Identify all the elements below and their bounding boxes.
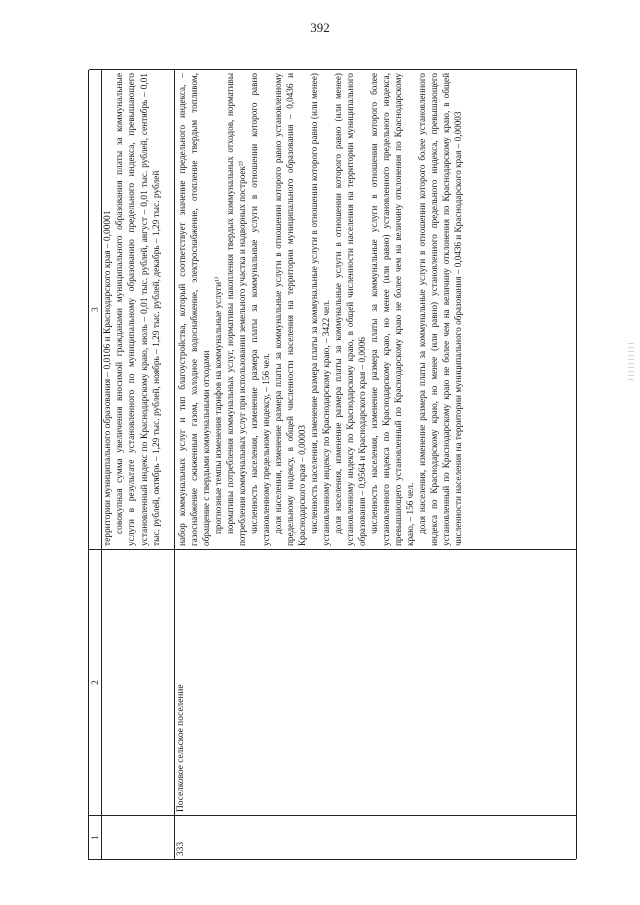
cell-name: [102, 549, 174, 815]
cell-description: [174, 69, 577, 549]
paragraph: совокупная сумма увеличения вносимой гражданами муниципального образования платы за коммунальные услуги в результате установленного по муниципальному образованию предельного индекса, превышающего установленный индекс по Краснодарскому краю, июль – 0,01 тыс. рублей, август – 0,01 тыс. рублей, сентябрь – 0,01 тыс. рублей, октябрь – 1,29 тыс. рублей, ноябрь – 1,29 тыс. рублей, декабрь – 1,29 тыс. рублей: [115, 73, 162, 546]
paragraph: доля населения, изменение размера платы за коммунальные услуги в отношении которого равно (или менее) установленному индексу по Краснодарскому краю, в общей численности населения на территории муниципального образования – 0,9564 и Краснодарского края – 0,0006: [333, 73, 367, 546]
paragraph: нормативы потребления коммунальных услуг, нормативы накопления твердых коммунальных отходов, нормативы потребления коммунальных услуг при использовании земельного участка и надворных построек²⁾: [225, 73, 247, 546]
cell-description: [102, 69, 174, 549]
paragraph: численность населения, изменение размера платы за коммунальные услуги в отношении которого более установленного индекса по Краснодарскому краю, но менее (или равно) установленного предельного индекса, превышающего установленный по Краснодарскому краю не более чем на величину отклонения по Краснодарскому краю, – 156 чел.: [369, 73, 415, 546]
paragraph: доля населения, изменение размера платы за коммунальные услуги в отношении которого более установленного индекса по Краснодарскому краю, но менее (или равно) установленного предельного индекса, превышающего установленный по Краснодарскому краю не более чем на величину отклонения по Краснодарскому краю, в общей численности населения на территории муниципального образования – 0,0436 и Краснодарского края – 0,00003: [417, 73, 463, 546]
paragraph: доля населения, изменение размера платы за коммунальные услуги в отношении которого равно установленному предельному индексу, в общей численности населения на территории муниципального образования – 0,0436 и Краснодарского края – 0,00003: [273, 73, 307, 546]
paragraph: численность населения, изменение размера платы за коммунальные услуги в отношении которого равно установленному предельному индексу, – 156 чел.: [249, 73, 271, 546]
paragraph: территории муниципального образования – 0,0106 и Краснодарского края – 0,00001: [103, 210, 113, 546]
data-table: [88, 70, 576, 860]
page-number: 392: [310, 20, 330, 35]
paragraph: численность населения, изменение размера платы за коммунальные услуги в отношении которого равно (или менее) установленному индексу по Краснодарскому краю, – 3422 чел.: [309, 73, 331, 546]
header-col-2: 2: [89, 549, 102, 815]
cell-name: Поселковое сельское поселение: [174, 549, 577, 815]
table-row: [174, 69, 577, 859]
paragraph: прогнозные темпы изменения тарифов на коммунальные услуги¹⁾: [213, 276, 223, 534]
cell-number: 333: [174, 815, 577, 859]
scan-artifact: [628, 340, 634, 380]
header-col-3: 3: [89, 69, 102, 549]
table-row-continued: [102, 69, 175, 859]
header-col-1: 1: [89, 815, 102, 859]
cell-number: [102, 815, 174, 859]
rotated-table-container: [88, 70, 576, 860]
paragraph: набор коммунальных услуг и тип благоустройства, который соответствует значение предельного индекса, – газоснабжение сжиженным газом, холодное водоснабжение, электроснабжение, отопление твердым топливом, обращение с твердыми коммунальными отходами: [177, 73, 211, 546]
